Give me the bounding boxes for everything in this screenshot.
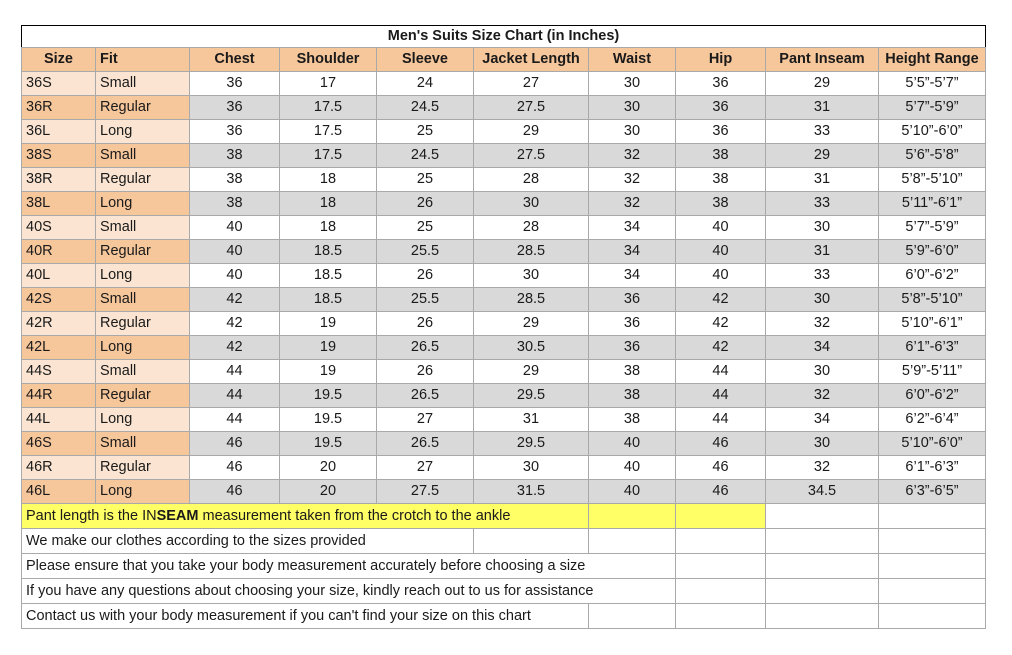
cell-size: 44S [22, 360, 96, 384]
cell-waist: 30 [589, 120, 676, 144]
cell-fit: Regular [96, 384, 190, 408]
cell-jacket-length: 27.5 [474, 144, 589, 168]
note-measure-accurately: Please ensure that you take your body measurement accurately before choosing a size [22, 554, 676, 579]
cell-pant-inseam: 30 [766, 360, 879, 384]
cell-height-range: 5’10”-6’0” [879, 120, 986, 144]
cell-sleeve: 27 [377, 456, 474, 480]
cell-waist: 34 [589, 240, 676, 264]
cell-jacket-length: 30.5 [474, 336, 589, 360]
table-row [22, 480, 986, 504]
cell-sleeve: 26.5 [377, 384, 474, 408]
table-row [22, 336, 986, 360]
cell-waist: 32 [589, 168, 676, 192]
note-cell [676, 554, 766, 579]
cell-chest: 38 [190, 168, 280, 192]
table-row [22, 96, 986, 120]
cell-sleeve: 24 [377, 72, 474, 96]
cell-size: 38S [22, 144, 96, 168]
cell-jacket-length: 27 [474, 72, 589, 96]
cell-height-range: 6’3”-6’5” [879, 480, 986, 504]
cell-sleeve: 24.5 [377, 144, 474, 168]
cell-chest: 38 [190, 144, 280, 168]
cell-fit: Regular [96, 96, 190, 120]
cell-size: 40R [22, 240, 96, 264]
table-row [22, 240, 986, 264]
cell-hip: 38 [676, 144, 766, 168]
cell-shoulder: 18 [280, 216, 377, 240]
cell-shoulder: 19 [280, 336, 377, 360]
table-row [22, 264, 986, 288]
cell-chest: 46 [190, 456, 280, 480]
cell-fit: Small [96, 288, 190, 312]
cell-sleeve: 26.5 [377, 336, 474, 360]
cell-shoulder: 19.5 [280, 408, 377, 432]
cell-waist: 32 [589, 144, 676, 168]
note-cell [766, 504, 879, 529]
table-row [22, 168, 986, 192]
cell-waist: 38 [589, 360, 676, 384]
cell-jacket-length: 29.5 [474, 384, 589, 408]
cell-chest: 36 [190, 96, 280, 120]
cell-fit: Small [96, 72, 190, 96]
note-cell [676, 579, 766, 604]
cell-waist: 40 [589, 456, 676, 480]
cell-height-range: 5’10”-6’1” [879, 312, 986, 336]
header-shoulder: Shoulder [280, 48, 377, 72]
cell-waist: 40 [589, 432, 676, 456]
table-row [22, 288, 986, 312]
cell-height-range: 5’6”-5’8” [879, 144, 986, 168]
cell-fit: Regular [96, 240, 190, 264]
cell-shoulder: 19 [280, 360, 377, 384]
note-row-questions [22, 579, 986, 604]
cell-sleeve: 27 [377, 408, 474, 432]
cell-jacket-length: 29 [474, 360, 589, 384]
cell-hip: 38 [676, 168, 766, 192]
header-chest: Chest [190, 48, 280, 72]
cell-height-range: 5’8”-5’10” [879, 288, 986, 312]
cell-size: 36S [22, 72, 96, 96]
cell-hip: 38 [676, 192, 766, 216]
cell-chest: 44 [190, 384, 280, 408]
cell-pant-inseam: 31 [766, 168, 879, 192]
note-cell [879, 579, 986, 604]
cell-size: 46R [22, 456, 96, 480]
cell-sleeve: 25.5 [377, 240, 474, 264]
cell-shoulder: 18.5 [280, 240, 377, 264]
note-cell [766, 554, 879, 579]
note-inseam-bold: SEAM [156, 508, 199, 524]
cell-fit: Small [96, 432, 190, 456]
cell-jacket-length: 31 [474, 408, 589, 432]
cell-size: 44L [22, 408, 96, 432]
header-hip: Hip [676, 48, 766, 72]
note-cell [589, 504, 676, 529]
cell-height-range: 6’1”-6’3” [879, 456, 986, 480]
cell-shoulder: 19 [280, 312, 377, 336]
note-inseam-suffix: measurement taken from the crotch to the ankle [198, 508, 511, 524]
cell-hip: 46 [676, 432, 766, 456]
cell-jacket-length: 30 [474, 264, 589, 288]
cell-chest: 44 [190, 408, 280, 432]
header-jacket-length: Jacket Length [474, 48, 589, 72]
cell-size: 42S [22, 288, 96, 312]
cell-jacket-length: 28 [474, 168, 589, 192]
note-inseam-prefix: Pant length is the IN [26, 508, 157, 524]
chart-title-row [22, 26, 986, 48]
cell-height-range: 6’1”-6’3” [879, 336, 986, 360]
header-row [22, 48, 986, 72]
cell-jacket-length: 28.5 [474, 240, 589, 264]
note-cell [589, 604, 676, 629]
cell-size: 38L [22, 192, 96, 216]
cell-jacket-length: 27.5 [474, 96, 589, 120]
cell-shoulder: 17 [280, 72, 377, 96]
table-row [22, 120, 986, 144]
cell-pant-inseam: 33 [766, 192, 879, 216]
header-sleeve: Sleeve [377, 48, 474, 72]
cell-sleeve: 26 [377, 192, 474, 216]
note-questions: If you have any questions about choosing your size, kindly reach out to us for assistance [22, 579, 676, 604]
cell-jacket-length: 30 [474, 192, 589, 216]
cell-hip: 42 [676, 312, 766, 336]
table-row [22, 144, 986, 168]
cell-shoulder: 18.5 [280, 264, 377, 288]
cell-pant-inseam: 32 [766, 456, 879, 480]
cell-jacket-length: 28 [474, 216, 589, 240]
table-row [22, 408, 986, 432]
table-row [22, 312, 986, 336]
size-chart-sheet [21, 25, 986, 629]
cell-fit: Regular [96, 168, 190, 192]
cell-pant-inseam: 33 [766, 264, 879, 288]
cell-fit: Regular [96, 456, 190, 480]
cell-shoulder: 18 [280, 168, 377, 192]
note-cell [766, 579, 879, 604]
note-row-measure [22, 554, 986, 579]
cell-shoulder: 20 [280, 456, 377, 480]
table-row [22, 72, 986, 96]
table-row [22, 360, 986, 384]
note-cell [766, 529, 879, 554]
cell-waist: 30 [589, 72, 676, 96]
note-cell [879, 554, 986, 579]
cell-fit: Small [96, 360, 190, 384]
header-height-range: Height Range [879, 48, 986, 72]
cell-waist: 30 [589, 96, 676, 120]
cell-fit: Small [96, 216, 190, 240]
cell-pant-inseam: 32 [766, 312, 879, 336]
cell-fit: Long [96, 120, 190, 144]
cell-hip: 46 [676, 480, 766, 504]
cell-hip: 36 [676, 96, 766, 120]
cell-waist: 38 [589, 408, 676, 432]
cell-height-range: 5’9”-6’0” [879, 240, 986, 264]
cell-jacket-length: 28.5 [474, 288, 589, 312]
cell-fit: Long [96, 336, 190, 360]
cell-sleeve: 25 [377, 120, 474, 144]
cell-chest: 40 [190, 216, 280, 240]
cell-pant-inseam: 31 [766, 240, 879, 264]
cell-waist: 40 [589, 480, 676, 504]
table-row [22, 216, 986, 240]
table-row [22, 384, 986, 408]
cell-waist: 38 [589, 384, 676, 408]
cell-hip: 42 [676, 336, 766, 360]
cell-sleeve: 26 [377, 360, 474, 384]
cell-size: 46S [22, 432, 96, 456]
cell-pant-inseam: 31 [766, 96, 879, 120]
cell-height-range: 5’8”-5’10” [879, 168, 986, 192]
cell-pant-inseam: 30 [766, 432, 879, 456]
cell-size: 40S [22, 216, 96, 240]
cell-sleeve: 26.5 [377, 432, 474, 456]
cell-pant-inseam: 30 [766, 288, 879, 312]
note-cell [879, 604, 986, 629]
note-cell [676, 504, 766, 529]
cell-jacket-length: 29 [474, 120, 589, 144]
chart-title: Men's Suits Size Chart (in Inches) [22, 26, 986, 48]
cell-hip: 44 [676, 384, 766, 408]
cell-sleeve: 27.5 [377, 480, 474, 504]
cell-pant-inseam: 29 [766, 72, 879, 96]
cell-size: 44R [22, 384, 96, 408]
cell-height-range: 6’0”-6’2” [879, 384, 986, 408]
note-cell [676, 604, 766, 629]
cell-size: 36L [22, 120, 96, 144]
header-pant-inseam: Pant Inseam [766, 48, 879, 72]
cell-height-range: 5’7”-5’9” [879, 216, 986, 240]
table-row [22, 192, 986, 216]
note-cell [766, 604, 879, 629]
cell-hip: 44 [676, 360, 766, 384]
cell-pant-inseam: 34.5 [766, 480, 879, 504]
cell-waist: 34 [589, 264, 676, 288]
cell-jacket-length: 30 [474, 456, 589, 480]
note-row-inseam [22, 504, 986, 529]
cell-chest: 36 [190, 72, 280, 96]
cell-sleeve: 24.5 [377, 96, 474, 120]
cell-size: 40L [22, 264, 96, 288]
cell-chest: 42 [190, 336, 280, 360]
cell-height-range: 5’7”-5’9” [879, 96, 986, 120]
cell-sleeve: 25.5 [377, 288, 474, 312]
cell-pant-inseam: 29 [766, 144, 879, 168]
cell-size: 42R [22, 312, 96, 336]
table-row [22, 432, 986, 456]
cell-pant-inseam: 32 [766, 384, 879, 408]
cell-shoulder: 19.5 [280, 384, 377, 408]
cell-chest: 40 [190, 240, 280, 264]
cell-waist: 34 [589, 216, 676, 240]
cell-sleeve: 26 [377, 264, 474, 288]
cell-chest: 42 [190, 288, 280, 312]
note-cell [879, 504, 986, 529]
cell-hip: 42 [676, 288, 766, 312]
note-cell [589, 529, 676, 554]
header-fit: Fit [96, 48, 190, 72]
cell-chest: 42 [190, 312, 280, 336]
note-cell [474, 529, 589, 554]
cell-size: 42L [22, 336, 96, 360]
cell-chest: 38 [190, 192, 280, 216]
cell-waist: 36 [589, 288, 676, 312]
cell-shoulder: 18 [280, 192, 377, 216]
cell-chest: 46 [190, 432, 280, 456]
cell-height-range: 5’11”-6’1” [879, 192, 986, 216]
cell-chest: 46 [190, 480, 280, 504]
cell-waist: 32 [589, 192, 676, 216]
cell-fit: Long [96, 480, 190, 504]
cell-shoulder: 20 [280, 480, 377, 504]
cell-fit: Long [96, 264, 190, 288]
cell-sleeve: 26 [377, 312, 474, 336]
cell-waist: 36 [589, 312, 676, 336]
cell-size: 38R [22, 168, 96, 192]
cell-chest: 44 [190, 360, 280, 384]
cell-chest: 36 [190, 120, 280, 144]
cell-height-range: 5’9”-5’11” [879, 360, 986, 384]
cell-sleeve: 25 [377, 216, 474, 240]
table-row [22, 456, 986, 480]
note-row-sizes [22, 529, 986, 554]
cell-size: 46L [22, 480, 96, 504]
cell-pant-inseam: 30 [766, 216, 879, 240]
cell-chest: 40 [190, 264, 280, 288]
cell-jacket-length: 29 [474, 312, 589, 336]
cell-shoulder: 17.5 [280, 120, 377, 144]
cell-fit: Small [96, 144, 190, 168]
cell-shoulder: 18.5 [280, 288, 377, 312]
note-cell [879, 529, 986, 554]
size-chart-table [21, 25, 986, 629]
note-inseam [22, 504, 589, 529]
cell-hip: 44 [676, 408, 766, 432]
cell-fit: Long [96, 192, 190, 216]
cell-height-range: 5’10”-6’0” [879, 432, 986, 456]
cell-pant-inseam: 33 [766, 120, 879, 144]
cell-height-range: 6’0”-6’2” [879, 264, 986, 288]
cell-jacket-length: 31.5 [474, 480, 589, 504]
cell-fit: Long [96, 408, 190, 432]
cell-hip: 40 [676, 264, 766, 288]
cell-shoulder: 17.5 [280, 144, 377, 168]
cell-hip: 36 [676, 120, 766, 144]
cell-shoulder: 17.5 [280, 96, 377, 120]
cell-pant-inseam: 34 [766, 408, 879, 432]
cell-hip: 36 [676, 72, 766, 96]
note-sizes-provided: We make our clothes according to the sizes provided [22, 529, 474, 554]
cell-height-range: 6’2”-6’4” [879, 408, 986, 432]
cell-sleeve: 25 [377, 168, 474, 192]
cell-jacket-length: 29.5 [474, 432, 589, 456]
cell-size: 36R [22, 96, 96, 120]
cell-waist: 36 [589, 336, 676, 360]
header-size: Size [22, 48, 96, 72]
cell-hip: 40 [676, 240, 766, 264]
cell-fit: Regular [96, 312, 190, 336]
cell-shoulder: 19.5 [280, 432, 377, 456]
cell-pant-inseam: 34 [766, 336, 879, 360]
cell-hip: 40 [676, 216, 766, 240]
cell-height-range: 5’5”-5’7” [879, 72, 986, 96]
note-contact: Contact us with your body measurement if you can't find your size on this chart [22, 604, 589, 629]
header-waist: Waist [589, 48, 676, 72]
note-row-contact [22, 604, 986, 629]
cell-hip: 46 [676, 456, 766, 480]
note-cell [676, 529, 766, 554]
